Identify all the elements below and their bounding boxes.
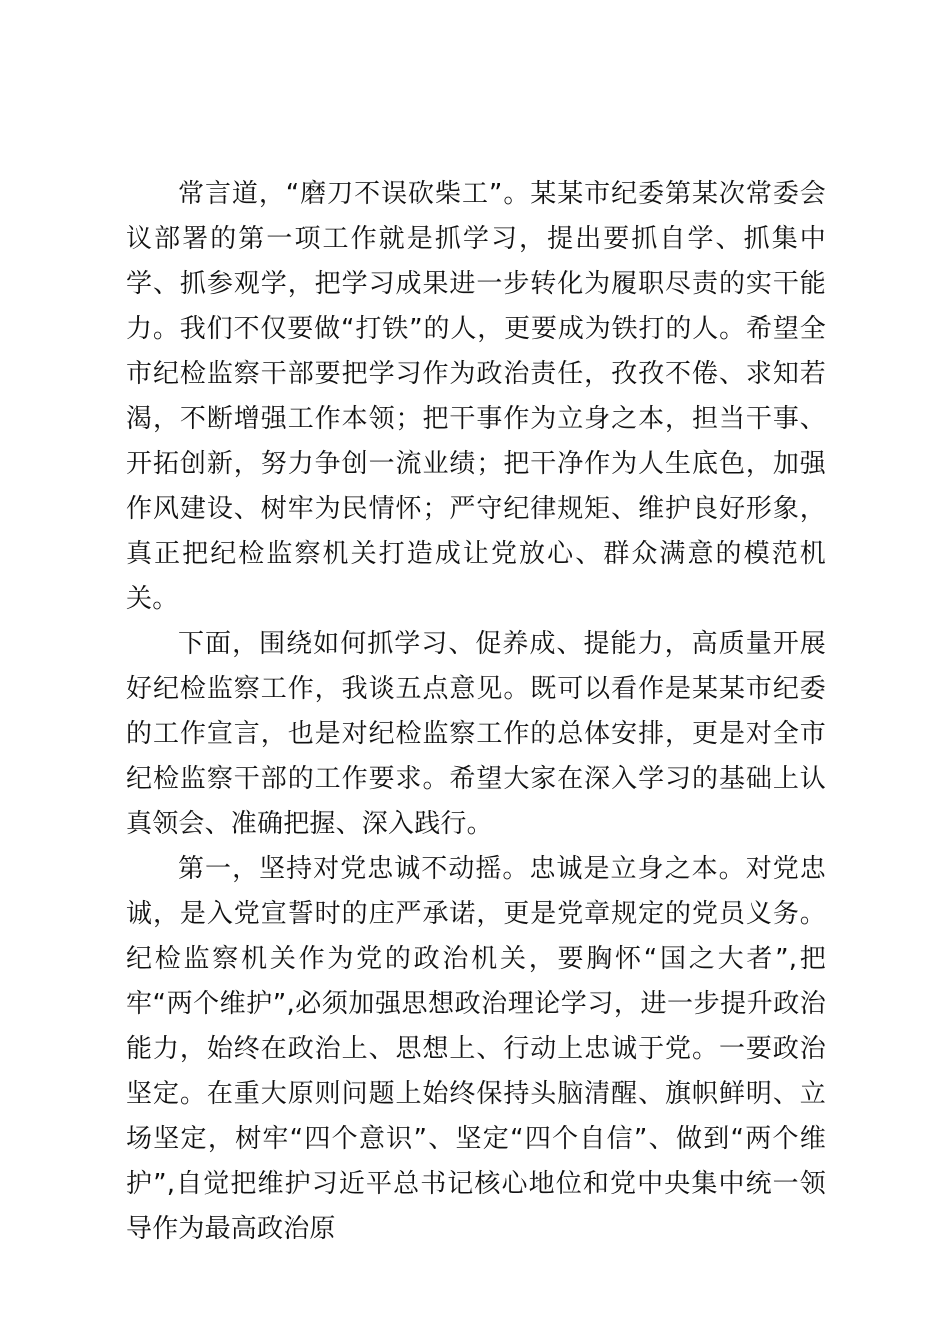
paragraph-1: 常言道，“磨刀不误砍柴工”。某某市纪委第某次常委会议部署的第一项工作就是抓学习，提出要抓自学、抓集中学、抓参观学，把学习成果进一步转化为履职尽责的实干能力。我们不仅要做“打铁”的人，更要成为铁打的人。希望全市纪检监察干部要把学习作为政治责任，孜孜不倦、求知若渴，不断增强工作本领；把干事作为立身之本，担当干事、开拓创新，努力争创一流业绩；把干净作为人生底色，加强作风建设、树牢为民情怀；严守纪律规矩、维护良好形象，真正把纪检监察机关打造成让党放心、群众满意的模范机关。 [126,179,826,614]
paragraph-3: 第一，坚持对党忠诚不动摇。忠诚是立身之本。对党忠诚，是入党宣誓时的庄严承诺，更是党章规定的党员义务。纪检监察机关作为党的政治机关，要胸怀“国之大者”,把牢“两个维护”,必须加强思想政治理论学习，进一步提升政治能力，始终在政治上、思想上、行动上忠诚于党。一要政治坚定。在重大原则问题上始终保持头脑清醒、旗帜鲜明、立场坚定，树牢“四个意识”、坚定“四个自信”、做到“两个维护”,自觉把维护习近平总书记核心地位和党中央集中统一领导作为最高政治原 [126,854,826,1244]
paragraph-2: 下面，围绕如何抓学习、促养成、提能力，高质量开展好纪检监察工作，我谈五点意见。既可以看作是某某市纪委的工作宣言，也是对纪检监察工作的总体安排，更是对全市纪检监察干部的工作要求。希望大家在深入学习的基础上认真领会、准确把握、深入践行。 [126,629,826,839]
document-body [126,172,826,1252]
